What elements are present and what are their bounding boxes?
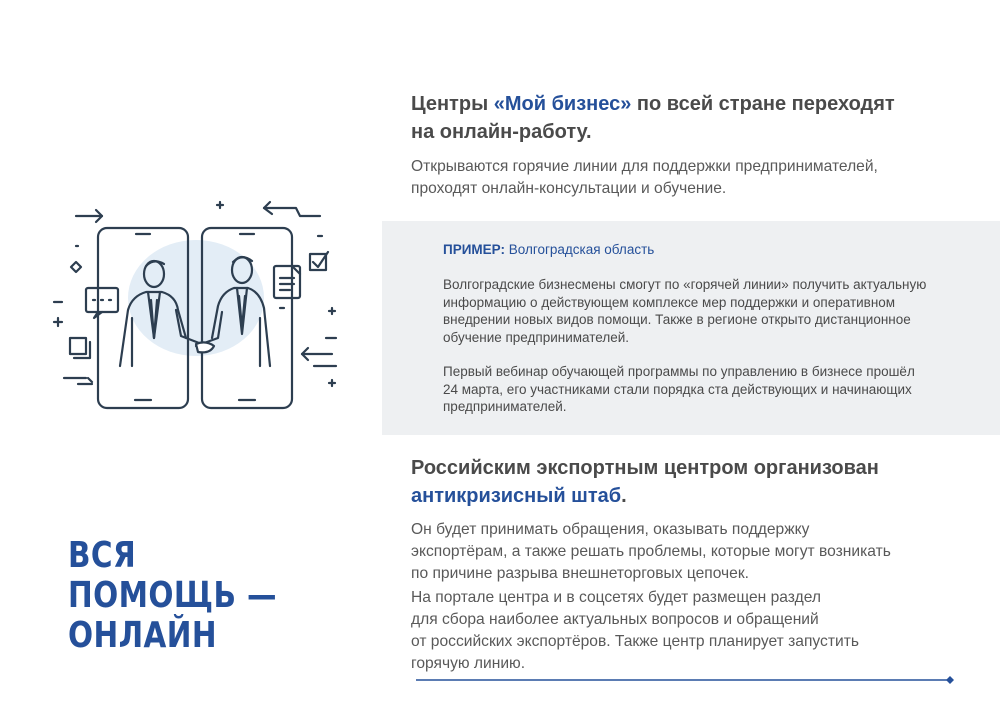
- section1-heading: [411, 90, 895, 146]
- diamond-icon: [946, 676, 954, 684]
- example-paragraph-1: [443, 276, 926, 347]
- text-line: проходят онлайн-консультации и обучение.: [411, 180, 727, 197]
- text-line: информацию о действующем комплексе мер поддержки и оперативном: [443, 294, 896, 310]
- text-line: Волгоградские бизнесмены смогут по «горячей линии» получить актуальную: [443, 277, 927, 292]
- section2-paragraph-2: [411, 587, 859, 675]
- copy-icon: [70, 338, 86, 354]
- text-line: по причине разрыва внешнеторговых цепочек.: [411, 565, 749, 582]
- section1-text: [411, 156, 878, 200]
- text-line: Он будет принимать обращения, оказывать поддержку: [411, 521, 810, 538]
- text-line: Открываются горячие линии для поддержки предпринимателей,: [411, 158, 878, 175]
- title-line: ВСЯ: [68, 535, 137, 576]
- text-line: Первый вебинар обучающей программы по управлению в бизнесе прошёл: [443, 364, 915, 379]
- text-line: На портале центра и в соцсетях будет размещен раздел: [411, 589, 821, 606]
- section2-heading: [411, 454, 879, 510]
- page-title: [68, 536, 277, 656]
- text-line: обучение предпринимателей.: [443, 330, 630, 346]
- text-line: экспортёрам, а также решать проблемы, которые могут возникать: [411, 543, 891, 560]
- heading-text: на онлайн-работу.: [411, 121, 592, 143]
- heading-accent: «Мой бизнес»: [493, 93, 632, 115]
- title-line: ПОМОЩЬ —: [68, 575, 277, 616]
- text-line: предпринимателей.: [443, 399, 567, 415]
- text-line: 24 марта, его участниками стали порядка ста действующих и начинающих: [443, 381, 912, 397]
- text-line: для сбора наиболее актуальных вопросов и обращений: [411, 611, 819, 628]
- text-line: от российских экспортёров. Также центр планирует запустить: [411, 633, 859, 650]
- text-line: горячую линию.: [411, 655, 526, 672]
- example-region: Волгоградская область: [504, 242, 655, 257]
- heading-text: Центры: [411, 93, 494, 115]
- example-tag: ПРИМЕР:: [443, 242, 505, 257]
- section2-paragraph-1: [411, 519, 891, 585]
- handshake-phones-illustration: [36, 188, 356, 420]
- example-paragraph-2: [443, 363, 915, 416]
- example-label: [443, 241, 654, 259]
- heading-text: по всей стране переходят: [631, 93, 895, 115]
- heading-text: Российским экспортным центром организован: [411, 457, 879, 479]
- heading-accent: антикризисный штаб: [411, 485, 622, 507]
- text-line: внедрении новых видов помощи. Также в регионе открыто дистанционное: [443, 312, 911, 328]
- title-line: ОНЛАЙН: [68, 615, 218, 656]
- bottom-divider: [416, 674, 956, 686]
- heading-text: .: [621, 485, 627, 507]
- example-box: [382, 221, 1000, 435]
